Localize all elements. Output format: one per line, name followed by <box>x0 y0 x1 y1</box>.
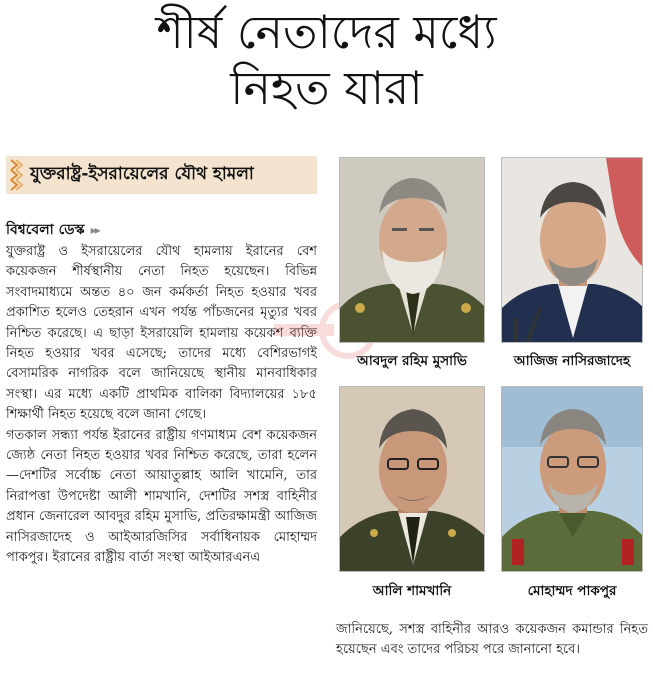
article-body <box>6 242 317 569</box>
photo-pakpour <box>501 386 643 572</box>
article-continuation: জানিয়েছে, সশস্ত্র বাহিনীর আরও কয়েকজন কমান্ডার নিহত হয়েছেন এবং তাদের পরিচয় পরে জানানো হবে। <box>336 622 648 658</box>
photo-mousavi <box>339 157 485 343</box>
photo-nasirzadeh <box>501 157 643 343</box>
kicker-bar <box>6 156 317 194</box>
headline <box>0 4 653 116</box>
article-paragraph-2: গতকাল সন্ধ্যা পর্যন্ত ইরানের রাষ্ট্রীয় গণমাধ্যম বেশ কয়েকজন জ্যেষ্ঠ নেতা নিহত হওয়ার খবর নিশ্চিত করেছে, তারা হলেন—দেশটির সর্বোচ্চ নেতা আয়াতুল্লাহ আলি খামেনি, তার নিরাপত্তা উপদেষ্টা আলী শামখানি, দেশটির সশস্ত্র বাহিনীর প্রধান জেনারেল আবদুর রহিম মুসাভি, প্রতিরক্ষামন্ত্রী আজিজ নাসিরজাদেহ ও আইআরজিসির সর্বাধিনায়ক মোহাম্মদ পাকপুর। ইরানের রাষ্ট্রীয় বার্তা সংস্থা আইআরএনএ <box>6 427 317 566</box>
article-paragraph-1: যুক্তরাষ্ট্র ও ইসরায়েলের যৌথ হামলায় ইরানের বেশ কয়েকজন শীর্ষস্থানীয় নেতা নিহত হয়েছেন। বিভিন্ন সংবাদমাধ্যমে অন্তত ৪০ জন কর্মকর্তা নিহত হওয়ার খবর প্রকাশিত হলেও তেহরান এখন পর্যন্ত পাঁচজনের মৃত্যুর খবর নিশ্চিত করেছে। এ ছাড়া ইসরায়েলি হামলায় কয়েকশ ব্যক্তি নিহত হওয়ার খবর এসেছে; তাদের মধ্যে বেশিরভাগই বেসামরিক নাগরিক বলে জানিয়েছে স্থানীয় মানবাধিকার সংস্থা। এর মধ্যে একটি প্রাথমিক বালিকা বিদ্যালয়ের ১৮৫ শিক্ষার্থী নিহত হয়েছে বলে জানা গেছে। <box>6 244 317 423</box>
photo-shamkhani <box>339 386 485 572</box>
caption-pakpour: মোহাম্মদ পাকপুর <box>527 583 617 599</box>
byline <box>6 218 99 242</box>
headline-line-1: শীর্ষ নেতাদের মধ্যে <box>156 5 497 59</box>
caption-shamkhani: আলি শামখানি <box>372 583 452 599</box>
kicker-text: যুক্তরাষ্ট্র-ইসরায়েলের যৌথ হামলা <box>30 164 254 184</box>
byline-label: বিশ্ববেলা ডেস্ক <box>6 222 85 238</box>
headline-line-2: নিহত যারা <box>230 61 423 115</box>
caption-nasirzadeh: আজিজ নাসিরজাদেহ <box>513 353 631 369</box>
caption-mousavi: আবদুল রহিম মুসাভি <box>357 353 467 369</box>
chevron-ornament-icon <box>8 156 24 194</box>
arrows-icon: ▸▸ <box>90 223 99 237</box>
